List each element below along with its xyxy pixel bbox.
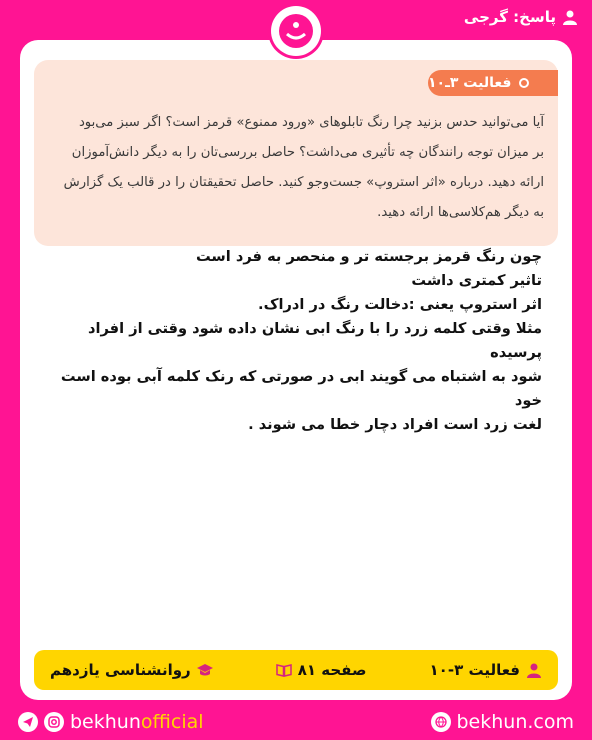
footer-page-label: صفحه ۸۱ bbox=[297, 661, 367, 679]
social-handle[interactable] bbox=[18, 711, 204, 733]
activity-badge bbox=[428, 70, 558, 96]
handle-part-a: bekhun bbox=[70, 711, 141, 733]
answer-line: شود به اشتباه می گویند ابی در صورتی که رنک کلمه آبی بوده است خود bbox=[60, 368, 542, 409]
handle-part-b: official bbox=[140, 711, 204, 733]
answer-text bbox=[52, 245, 542, 437]
footer-bar bbox=[34, 650, 558, 690]
footer-book-label: روانشناسی یازدهم bbox=[50, 661, 191, 679]
user-icon bbox=[562, 9, 578, 25]
question-line: بر میزان توجه رانندگان چه تأثیری می‌داشت؟ حاصل بررسی‌تان را به دیگر دانش‌آموزان bbox=[71, 145, 544, 160]
bekhun-logo bbox=[271, 6, 321, 56]
telegram-icon[interactable] bbox=[18, 712, 38, 732]
website-label: bekhun.com bbox=[456, 711, 574, 733]
content-card bbox=[20, 40, 572, 700]
user-icon bbox=[526, 662, 542, 678]
question-box bbox=[34, 60, 558, 246]
author-label-group bbox=[464, 8, 578, 26]
answer-line: مثلا وقتی کلمه زرد را با رنگ ابی نشان داده شود وقتی از افراد پرسیده bbox=[87, 320, 542, 361]
answer-line: اثر استروپ یعنی :دخالت رنگ در ادراک. bbox=[258, 296, 542, 313]
instagram-icon[interactable] bbox=[44, 712, 64, 732]
activity-badge-label: فعالیت ۳ـ۱۰ bbox=[428, 75, 512, 91]
answer-line: تاثیر کمتری داشت bbox=[411, 272, 542, 289]
footer-page bbox=[276, 661, 367, 679]
answer-line: چون رنگ قرمز برجسته تر و منحصر به فرد است bbox=[195, 248, 542, 265]
question-line: به دیگر هم‌کلاسی‌ها ارائه دهید. bbox=[377, 205, 544, 220]
footer-activity bbox=[430, 661, 542, 679]
circle-icon bbox=[519, 78, 529, 88]
bottom-bar bbox=[0, 704, 592, 740]
answer-line: لغت زرد است افراد دچار خطا می شوند . bbox=[248, 416, 542, 433]
question-line: ارائه دهید. درباره «اثر استروپ» جست‌وجو کنید. حاصل تحقیقتان را در قالب یک گزارش bbox=[63, 175, 544, 190]
author-label: پاسخ: گرجی bbox=[463, 8, 556, 26]
footer-book bbox=[50, 661, 213, 679]
graduation-cap-icon bbox=[197, 662, 213, 678]
footer-activity-label: فعالیت ۳-۱۰ bbox=[429, 661, 520, 679]
question-line: آیا می‌توانید حدس بزنید چرا رنگ تابلوهای «ورود ممنوع» قرمز است؟ اگر سبز می‌بود bbox=[78, 115, 544, 130]
book-icon bbox=[276, 662, 292, 678]
website-link[interactable] bbox=[431, 711, 575, 733]
globe-icon bbox=[431, 712, 451, 732]
question-text bbox=[48, 108, 544, 228]
